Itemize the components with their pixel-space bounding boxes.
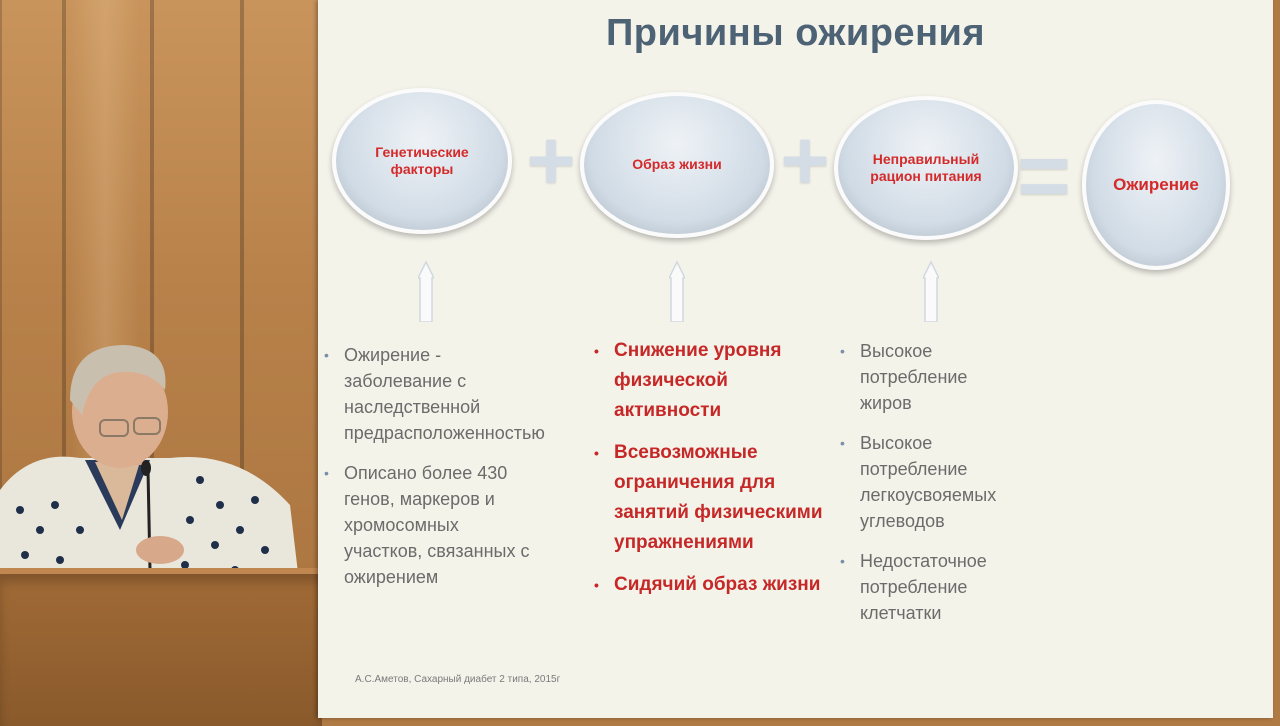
list-item: • Снижение уровня физической активности: [594, 336, 824, 426]
circle-improper-diet: [834, 96, 1018, 240]
up-arrow-icon: [923, 260, 939, 322]
circle-obesity: [1082, 100, 1230, 270]
list-item: • Описано более 430 генов, маркеров и хромосомных участков, связанных с ожирением: [324, 460, 534, 590]
up-arrow-icon: [418, 260, 434, 322]
presenter-figure: [0, 330, 320, 590]
list-item: • Сидячий образ жизни: [594, 570, 824, 600]
circle-genetic-factors: [332, 88, 512, 234]
equals-operator: =: [1017, 125, 1071, 227]
circle-lifestyle: [580, 92, 774, 238]
source-citation: А.С.Аметов, Сахарный диабет 2 типа, 2015г: [355, 674, 561, 685]
circle-lifestyle-label: Образ жизни: [632, 156, 722, 173]
diet-list: [840, 338, 1020, 640]
list-item: • Высокое потребление легкоусвояемых углеводов: [840, 430, 1020, 534]
circle-obesity-label: Ожирение: [1113, 175, 1199, 195]
list-item: • Высокое потребление жиров: [840, 338, 1020, 416]
plus-operator-2: +: [780, 113, 830, 207]
presentation-slide: [318, 0, 1273, 718]
circle-genetic-factors-label: Генетические факторы: [375, 143, 469, 177]
slide-title: Причины ожирения: [605, 12, 986, 54]
circle-improper-diet-label: Неправильный рацион питания: [870, 150, 982, 184]
up-arrow-icon: [669, 260, 685, 322]
lifestyle-list: [594, 336, 824, 612]
list-item: • Недостаточное потребление клетчатки: [840, 548, 1020, 626]
genetic-factors-list: [324, 342, 545, 604]
plus-operator-1: +: [526, 113, 576, 207]
list-item: • Всевозможные ограничения для занятий физическими упражнениями: [594, 438, 824, 558]
list-item: • Ожирение - заболевание с наследственной предрасположенностью: [324, 342, 534, 446]
lectern: [0, 568, 322, 726]
